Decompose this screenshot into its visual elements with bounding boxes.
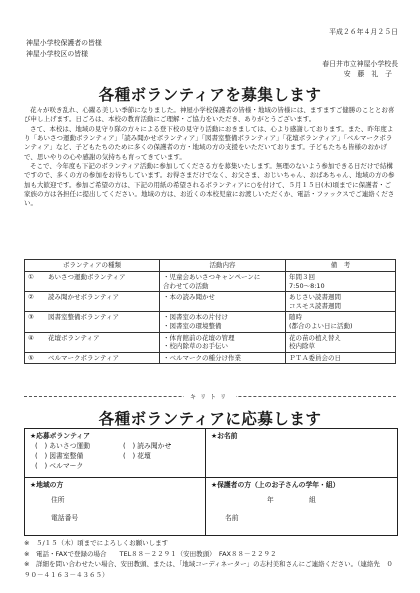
activity-line: ・図書室の環境整備 — [163, 321, 222, 330]
sender-principal: 安 藤 礼 子 — [343, 70, 392, 78]
row-number: ① — [28, 273, 34, 281]
body-paragraph-2: さて、本校は、地域の見守り隊の方々による登下校の見守り活動におきましては、心より感謝しております。また、昨年度より「あいさつ運動ボランティア」「読み聞かせボランティア」「図書室整備ボランティア」「花壇ボランティア」「ベルマークボランティア」など、子どもたちのために多くの保護者の方・地域の方の支援をいただいております。子どもたちも皆様のおかげで、思いやりの心や感謝の気持ちも育ってきています。 — [24, 124, 394, 161]
activity-line: ・図書室の本の片付け — [163, 313, 228, 322]
option-flower[interactable]: ( ) 花壇 — [123, 452, 151, 460]
page-title: 各種ボランティアを募集します — [98, 86, 322, 104]
table-row — [25, 272, 396, 292]
table-row — [25, 332, 396, 352]
name-label: ★お名前 — [211, 432, 238, 440]
phone-label[interactable]: 電話番号 — [51, 514, 79, 522]
body-text — [24, 106, 396, 209]
option-bellmark[interactable]: ( ) ベルマーク — [35, 462, 84, 470]
form-title: 各種ボランティアに応募します — [98, 410, 322, 428]
row-number: ③ — [28, 313, 34, 322]
note-line: あじさい読書週間 — [289, 293, 341, 302]
body-paragraph-1: 花々が咲き乱れ、心躍る美しい季節になりました。神屋小学校保護者の皆様・地域の皆様には、ますますご健勝のこととお喜び申し上げます。日ごろは、本校の教育活動にご理解・ご協力をいただき、ありがとうございます。 — [24, 106, 395, 124]
option-reading[interactable]: ( ) 読み聞かせ — [123, 442, 172, 450]
application-form — [24, 428, 398, 536]
note-line: 7:50～8:10 — [289, 281, 325, 290]
activity-line: ・ベルマークの種分け作業 — [163, 353, 241, 362]
table-row — [25, 312, 396, 332]
local-resident-label: ★地域の方 — [30, 481, 64, 489]
note-inquiry: ※ 詳細を問い合わせたい場合、安田教頭、または、「地域コーディネーター」の志村美和さんにご連絡ください。（連絡先 ０９０－４１６３－４３６５） — [24, 560, 393, 579]
form-divider-vertical — [205, 429, 206, 535]
activity-line: 合わせての活動 — [163, 281, 209, 290]
sender-school: 春日井市立神屋小学校長 — [322, 60, 398, 68]
cut-label — [0, 392, 420, 401]
row-number: ② — [28, 293, 34, 302]
form-divider-horizontal — [25, 477, 397, 478]
option-library[interactable]: ( ) 図書室整備 — [35, 452, 84, 460]
note-line: ＰＴＡ委員会の日 — [289, 353, 341, 362]
table-header-type: ボランティアの種類 — [25, 260, 160, 272]
volunteer-type: 花壇ボランティア — [48, 333, 100, 342]
note-line: 校内除草 — [289, 342, 315, 351]
desired-volunteer-label: ★応募ボランティア — [30, 432, 90, 440]
note-deadline: ※ ５/１５（木）頃までによろしくお願いします — [24, 539, 169, 547]
note-contact: ※ 電話・FAXで登録の場合 TEL８８－２２９１（安田教頭） FAX８８－２２９２ — [24, 549, 277, 558]
option-greeting[interactable]: ( ) あいさつ運動 — [35, 442, 91, 450]
recipient-community: 神屋小学校区の皆様 — [26, 50, 89, 58]
issue-date: 平成２６年４月２５日 — [329, 28, 398, 36]
address-label[interactable]: 住所 — [51, 496, 65, 504]
guardian-label: ★保護者の方（上のお子さんの学年・組） — [211, 481, 340, 489]
volunteer-type: 図書室整備ボランティア — [48, 313, 119, 322]
note-line: 随時 — [289, 313, 302, 322]
footer-notes — [24, 538, 404, 580]
table-header-notes: 備 考 — [286, 260, 396, 272]
volunteer-type: ベルマークボランティア — [48, 353, 119, 362]
guardian-name-label[interactable]: 名前 — [225, 514, 239, 522]
table-header-row — [25, 260, 396, 272]
recipient-parents: 神屋小学校保護者の皆様 — [26, 39, 102, 47]
table-row — [25, 352, 396, 364]
table-row — [25, 292, 396, 312]
row-number: ④ — [28, 333, 34, 342]
activity-line: ・校内除草のお手伝い — [163, 342, 228, 351]
activity-line: ・体育館前の花壇の管理 — [163, 333, 235, 342]
row-number: ⑤ — [28, 353, 34, 362]
activity-line: ・児童会あいさつキャンペーンに — [163, 273, 261, 281]
note-line: (都合のよい日に活動) — [289, 321, 353, 330]
body-paragraph-3: そこで、今年度も下記のボランティア活動に参加してくださる方を募集いたします。無理のないよう参加できる日だけで結構ですので、多くの方の参加をお待ちしています。お得さまだけでなく、お父さま、おじいちゃん、おばあちゃん、地域の方の参加も大歓迎です。参加ご希望の方は、下記の用紙の希望されるボランティアに○を付けて、５月１５日(木)頃までに保護者・ご家族の方は各担任に提出してください。地域の方は、お近くの本校児童にお渡しいただくか、電話・ファックスでご連絡ください。 — [24, 162, 395, 208]
table-header-activity: 活動内容 — [160, 260, 286, 272]
volunteer-type: 読み聞かせボランティア — [48, 293, 119, 302]
note-line: 年間３回 — [289, 273, 315, 281]
activity-line: ・本の読み聞かせ — [163, 293, 215, 302]
volunteer-table — [24, 259, 396, 364]
cut-label-text: キリトリ — [184, 394, 236, 401]
note-line: 花の苗の植え替え — [289, 333, 341, 342]
class-label[interactable]: 組 — [309, 496, 316, 504]
volunteer-type: あいさつ運動ボランティア — [48, 273, 126, 281]
note-line: コスモス読書週間 — [289, 301, 341, 310]
grade-label[interactable]: 年 — [267, 496, 274, 504]
